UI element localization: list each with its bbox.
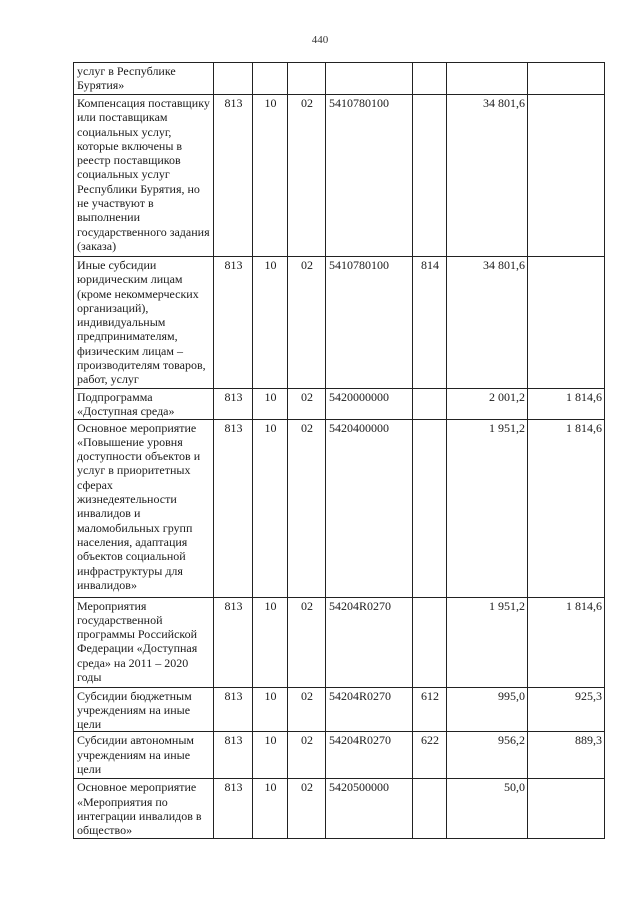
amount-year2-cell: 925,3 xyxy=(528,687,605,732)
amount-year2-cell: 1 814,6 xyxy=(528,597,605,687)
item-name-cell: Субсидии бюджетным учреждениям на иные цели xyxy=(74,687,214,732)
amount-year1-cell: 34 801,6 xyxy=(447,257,528,389)
table-row xyxy=(74,687,605,732)
expense-type-code-cell: 622 xyxy=(413,732,447,779)
amount-year2-cell xyxy=(528,63,605,95)
amount-year1-cell: 34 801,6 xyxy=(447,95,528,257)
ministry-code-cell: 813 xyxy=(214,597,253,687)
ministry-code-cell: 813 xyxy=(214,779,253,839)
ministry-code-cell: 813 xyxy=(214,257,253,389)
ministry-code-cell: 813 xyxy=(214,419,253,597)
budget-table xyxy=(73,62,605,839)
section-code-cell: 10 xyxy=(253,419,288,597)
table-row xyxy=(74,732,605,779)
ministry-code-cell: 813 xyxy=(214,95,253,257)
item-name-cell: Основное мероприятие «Мероприятия по интеграции инвалидов в общество» xyxy=(74,779,214,839)
amount-year1-cell xyxy=(447,63,528,95)
section-code-cell: 10 xyxy=(253,687,288,732)
target-article-code-cell: 5420000000 xyxy=(326,389,413,420)
item-name-cell: Подпрограмма «Доступная среда» xyxy=(74,389,214,420)
table-row xyxy=(74,257,605,389)
expense-type-code-cell xyxy=(413,389,447,420)
ministry-code-cell xyxy=(214,63,253,95)
subsection-code-cell: 02 xyxy=(288,597,326,687)
amount-year2-cell xyxy=(528,257,605,389)
section-code-cell: 10 xyxy=(253,597,288,687)
ministry-code-cell: 813 xyxy=(214,687,253,732)
section-code-cell: 10 xyxy=(253,779,288,839)
expense-type-code-cell xyxy=(413,597,447,687)
item-name-cell: Компенсация поставщику или поставщикам социальных услуг, которые включены в реестр поставщиков социальных услуг Республики Бурятия, но не участвуют в выполнении государственного задания (заказа) xyxy=(74,95,214,257)
section-code-cell: 10 xyxy=(253,257,288,389)
amount-year2-cell: 1 814,6 xyxy=(528,389,605,420)
expense-type-code-cell: 612 xyxy=(413,687,447,732)
table-row xyxy=(74,419,605,597)
target-article-code-cell: 5420400000 xyxy=(326,419,413,597)
target-article-code-cell: 54204R0270 xyxy=(326,597,413,687)
target-article-code-cell: 5420500000 xyxy=(326,779,413,839)
section-code-cell: 10 xyxy=(253,389,288,420)
item-name-cell: Основное мероприятие «Повышение уровня доступности объектов и услуг в приоритетных сферах жизнедеятельности инвалидов и маломобильных групп населения, адаптация объектов социальной инфраструктуры для инвалидов» xyxy=(74,419,214,597)
target-article-code-cell: 5410780100 xyxy=(326,95,413,257)
amount-year1-cell: 956,2 xyxy=(447,732,528,779)
table-row xyxy=(74,95,605,257)
ministry-code-cell: 813 xyxy=(214,732,253,779)
subsection-code-cell: 02 xyxy=(288,779,326,839)
table-body xyxy=(74,63,605,839)
item-name-cell: Мероприятия государственной программы Российской Федерации «Доступная среда» на 2011 – 2020 годы xyxy=(74,597,214,687)
item-name-cell: услуг в Республике Бурятия» xyxy=(74,63,214,95)
subsection-code-cell: 02 xyxy=(288,732,326,779)
section-code-cell: 10 xyxy=(253,95,288,257)
item-name-cell: Иные субсидии юридическим лицам (кроме некоммерческих организаций), индивидуальным предпринимателям, физическим лицам – производителям товаров, работ, услуг xyxy=(74,257,214,389)
table-row xyxy=(74,597,605,687)
target-article-code-cell: 5410780100 xyxy=(326,257,413,389)
expense-type-code-cell xyxy=(413,779,447,839)
table-row xyxy=(74,63,605,95)
amount-year2-cell xyxy=(528,779,605,839)
target-article-code-cell xyxy=(326,63,413,95)
ministry-code-cell: 813 xyxy=(214,389,253,420)
subsection-code-cell: 02 xyxy=(288,687,326,732)
amount-year1-cell: 1 951,2 xyxy=(447,419,528,597)
expense-type-code-cell xyxy=(413,419,447,597)
target-article-code-cell: 54204R0270 xyxy=(326,687,413,732)
amount-year2-cell: 889,3 xyxy=(528,732,605,779)
expense-type-code-cell xyxy=(413,95,447,257)
expense-type-code-cell: 814 xyxy=(413,257,447,389)
section-code-cell: 10 xyxy=(253,732,288,779)
subsection-code-cell: 02 xyxy=(288,389,326,420)
expense-type-code-cell xyxy=(413,63,447,95)
amount-year1-cell: 2 001,2 xyxy=(447,389,528,420)
amount-year2-cell xyxy=(528,95,605,257)
amount-year1-cell: 50,0 xyxy=(447,779,528,839)
section-code-cell xyxy=(253,63,288,95)
table-row xyxy=(74,779,605,839)
subsection-code-cell: 02 xyxy=(288,257,326,389)
amount-year1-cell: 995,0 xyxy=(447,687,528,732)
item-name-cell: Субсидии автономным учреждениям на иные цели xyxy=(74,732,214,779)
table-row xyxy=(74,389,605,420)
page-number: 440 xyxy=(311,34,329,46)
subsection-code-cell: 02 xyxy=(288,419,326,597)
amount-year2-cell: 1 814,6 xyxy=(528,419,605,597)
subsection-code-cell xyxy=(288,63,326,95)
target-article-code-cell: 54204R0270 xyxy=(326,732,413,779)
subsection-code-cell: 02 xyxy=(288,95,326,257)
amount-year1-cell: 1 951,2 xyxy=(447,597,528,687)
